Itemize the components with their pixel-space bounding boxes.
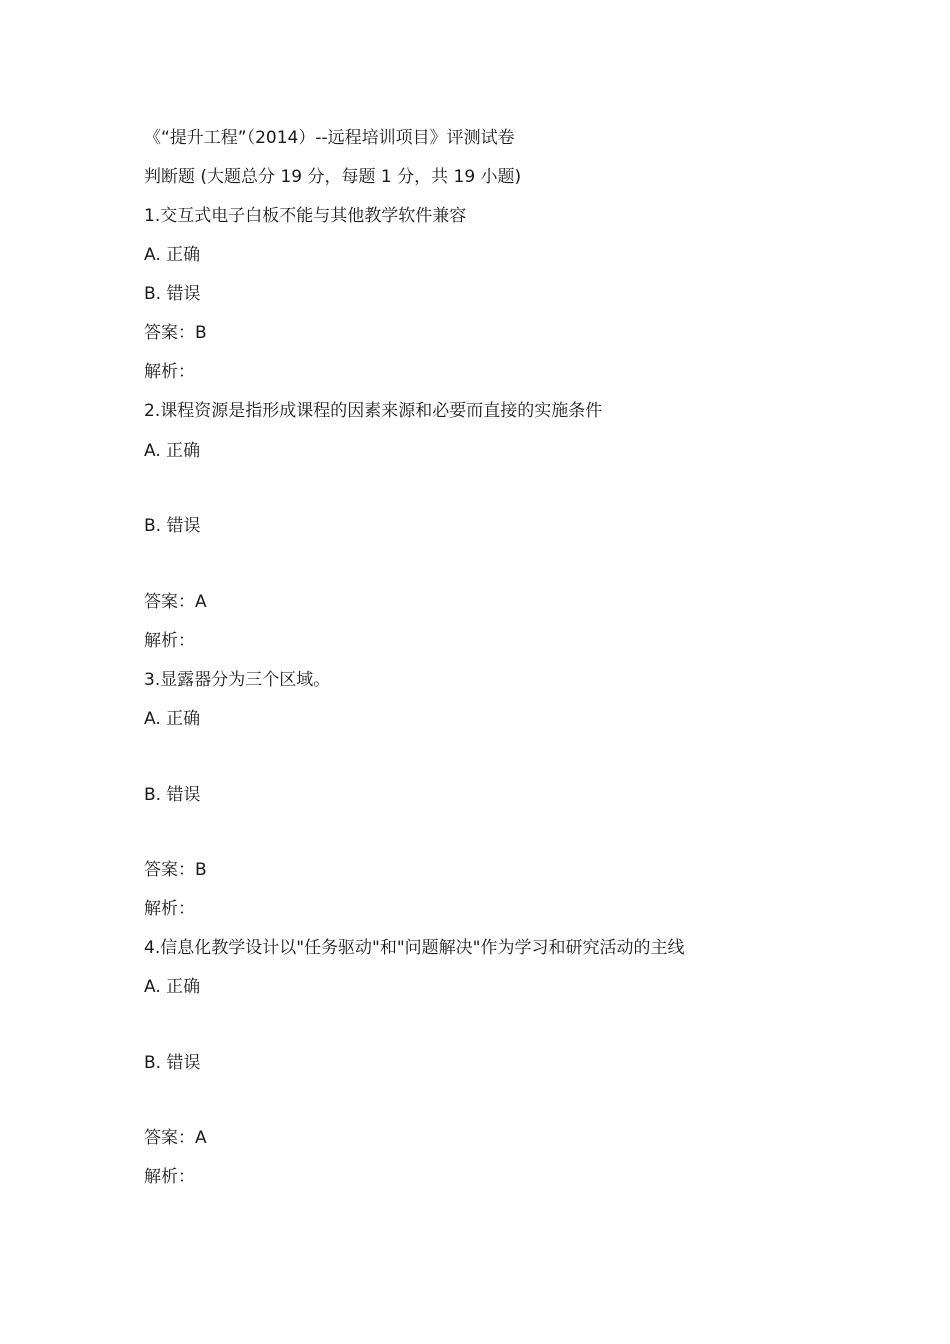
option-a: A. 正确 — [144, 245, 201, 265]
question-text: 3.显露器分为三个区域。 — [144, 670, 331, 690]
option-b: B. 错误 — [144, 1053, 201, 1073]
option-a: A. 正确 — [144, 977, 201, 997]
answer: 答案：A — [144, 1128, 207, 1148]
option-b: B. 错误 — [144, 785, 201, 805]
analysis: 解析： — [144, 631, 195, 651]
question-text: 4.信息化教学设计以"任务驱动"和"问题解决"作为学习和研究活动的主线 — [144, 938, 685, 958]
answer: 答案：B — [144, 860, 207, 880]
option-b: B. 错误 — [144, 284, 201, 304]
document-title: 《“提升工程”（2014）--远程培训项目》评测试卷 — [144, 128, 515, 148]
option-b: B. 错误 — [144, 516, 201, 536]
analysis: 解析： — [144, 1167, 195, 1187]
answer: 答案：B — [144, 323, 207, 343]
question-text: 2.课程资源是指形成课程的因素来源和必要而直接的实施条件 — [144, 401, 603, 421]
section-heading: 判断题 (大题总分 19 分，每题 1 分，共 19 小题) — [144, 167, 522, 187]
option-a: A. 正确 — [144, 709, 201, 729]
option-a: A. 正确 — [144, 441, 201, 461]
analysis: 解析： — [144, 362, 195, 382]
analysis: 解析： — [144, 899, 195, 919]
answer: 答案：A — [144, 592, 207, 612]
question-text: 1.交互式电子白板不能与其他教学软件兼容 — [144, 206, 467, 226]
